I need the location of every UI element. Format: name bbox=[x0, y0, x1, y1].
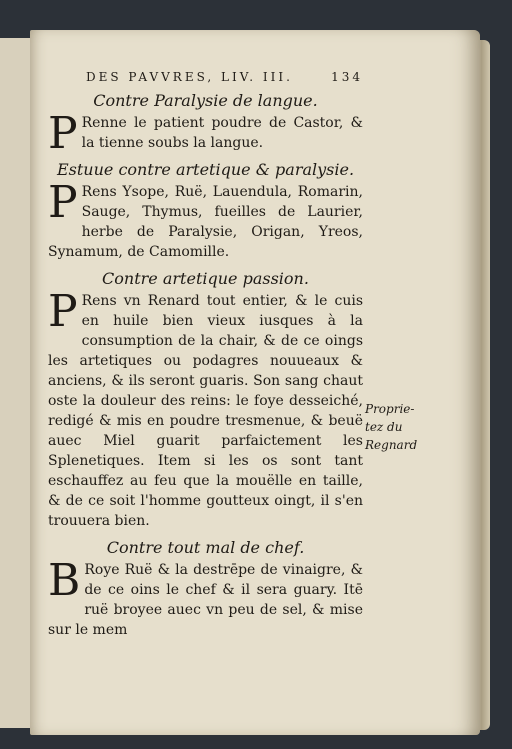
marginal-note bbox=[365, 400, 435, 454]
running-head bbox=[48, 70, 363, 84]
section-heading: Estuue contre artetique & paralysie. bbox=[56, 160, 355, 179]
page-text bbox=[48, 70, 363, 640]
facing-page-edge bbox=[0, 38, 32, 728]
section-paragraph bbox=[48, 177, 363, 262]
section-paragraph bbox=[48, 108, 363, 159]
section-heading: Contre artetique passion. bbox=[102, 269, 309, 288]
section-paragraph bbox=[48, 286, 363, 531]
paragraph-text: Rens Ysope, Ruë, Lauendula, Romarin, Sauge, Thymus, fueilles de Laurier, herbe de Paralysie, Origan, Yreos, Synamum, de Camomille. bbox=[48, 184, 363, 260]
drop-cap: B bbox=[48, 555, 81, 606]
section-heading: Contre tout mal de chef. bbox=[106, 538, 305, 557]
running-title: DES PAVVRES, LIV. III. bbox=[86, 70, 293, 84]
drop-cap: P bbox=[48, 286, 78, 337]
marginal-note-line: tez du bbox=[365, 420, 403, 434]
marginal-note-line: Proprie- bbox=[365, 402, 415, 416]
paragraph-text: Roye Ruë & la destrēpe de vinaigre, & de ce oins le chef & il sera guary. Itē ruë broyee auec vn peu de sel, & mise sur le mem bbox=[48, 562, 363, 638]
page-number: 134 bbox=[331, 70, 363, 84]
marginal-note-line: Regnard bbox=[365, 438, 418, 452]
paragraph-text: Renne le patient poudre de Castor, & la tienne soubs la langue. bbox=[81, 115, 363, 151]
paragraph-text: Rens vn Renard tout entier, & le cuis en huile bien vieux iusques à la consumption de la chair, & de ce oings les artetiques ou podagres nouueaux & anciens, & ils seront guaris. Son sang chaut oste la douleur des reins: le foye desseiché, redigé & mis en poudre tresmenue, & beuë auec Miel guarit parfaictement les Splenetiques. Item si les os sont tant eschauffez au feu que la mouëlle en taille, & de ce soit l'homme goutteux oingt, il s'en trouuera bien. bbox=[48, 293, 363, 529]
drop-cap: P bbox=[48, 177, 78, 228]
section-heading: Contre Paralysie de langue. bbox=[93, 91, 318, 110]
section-paragraph bbox=[48, 555, 363, 640]
drop-cap: P bbox=[48, 108, 78, 159]
